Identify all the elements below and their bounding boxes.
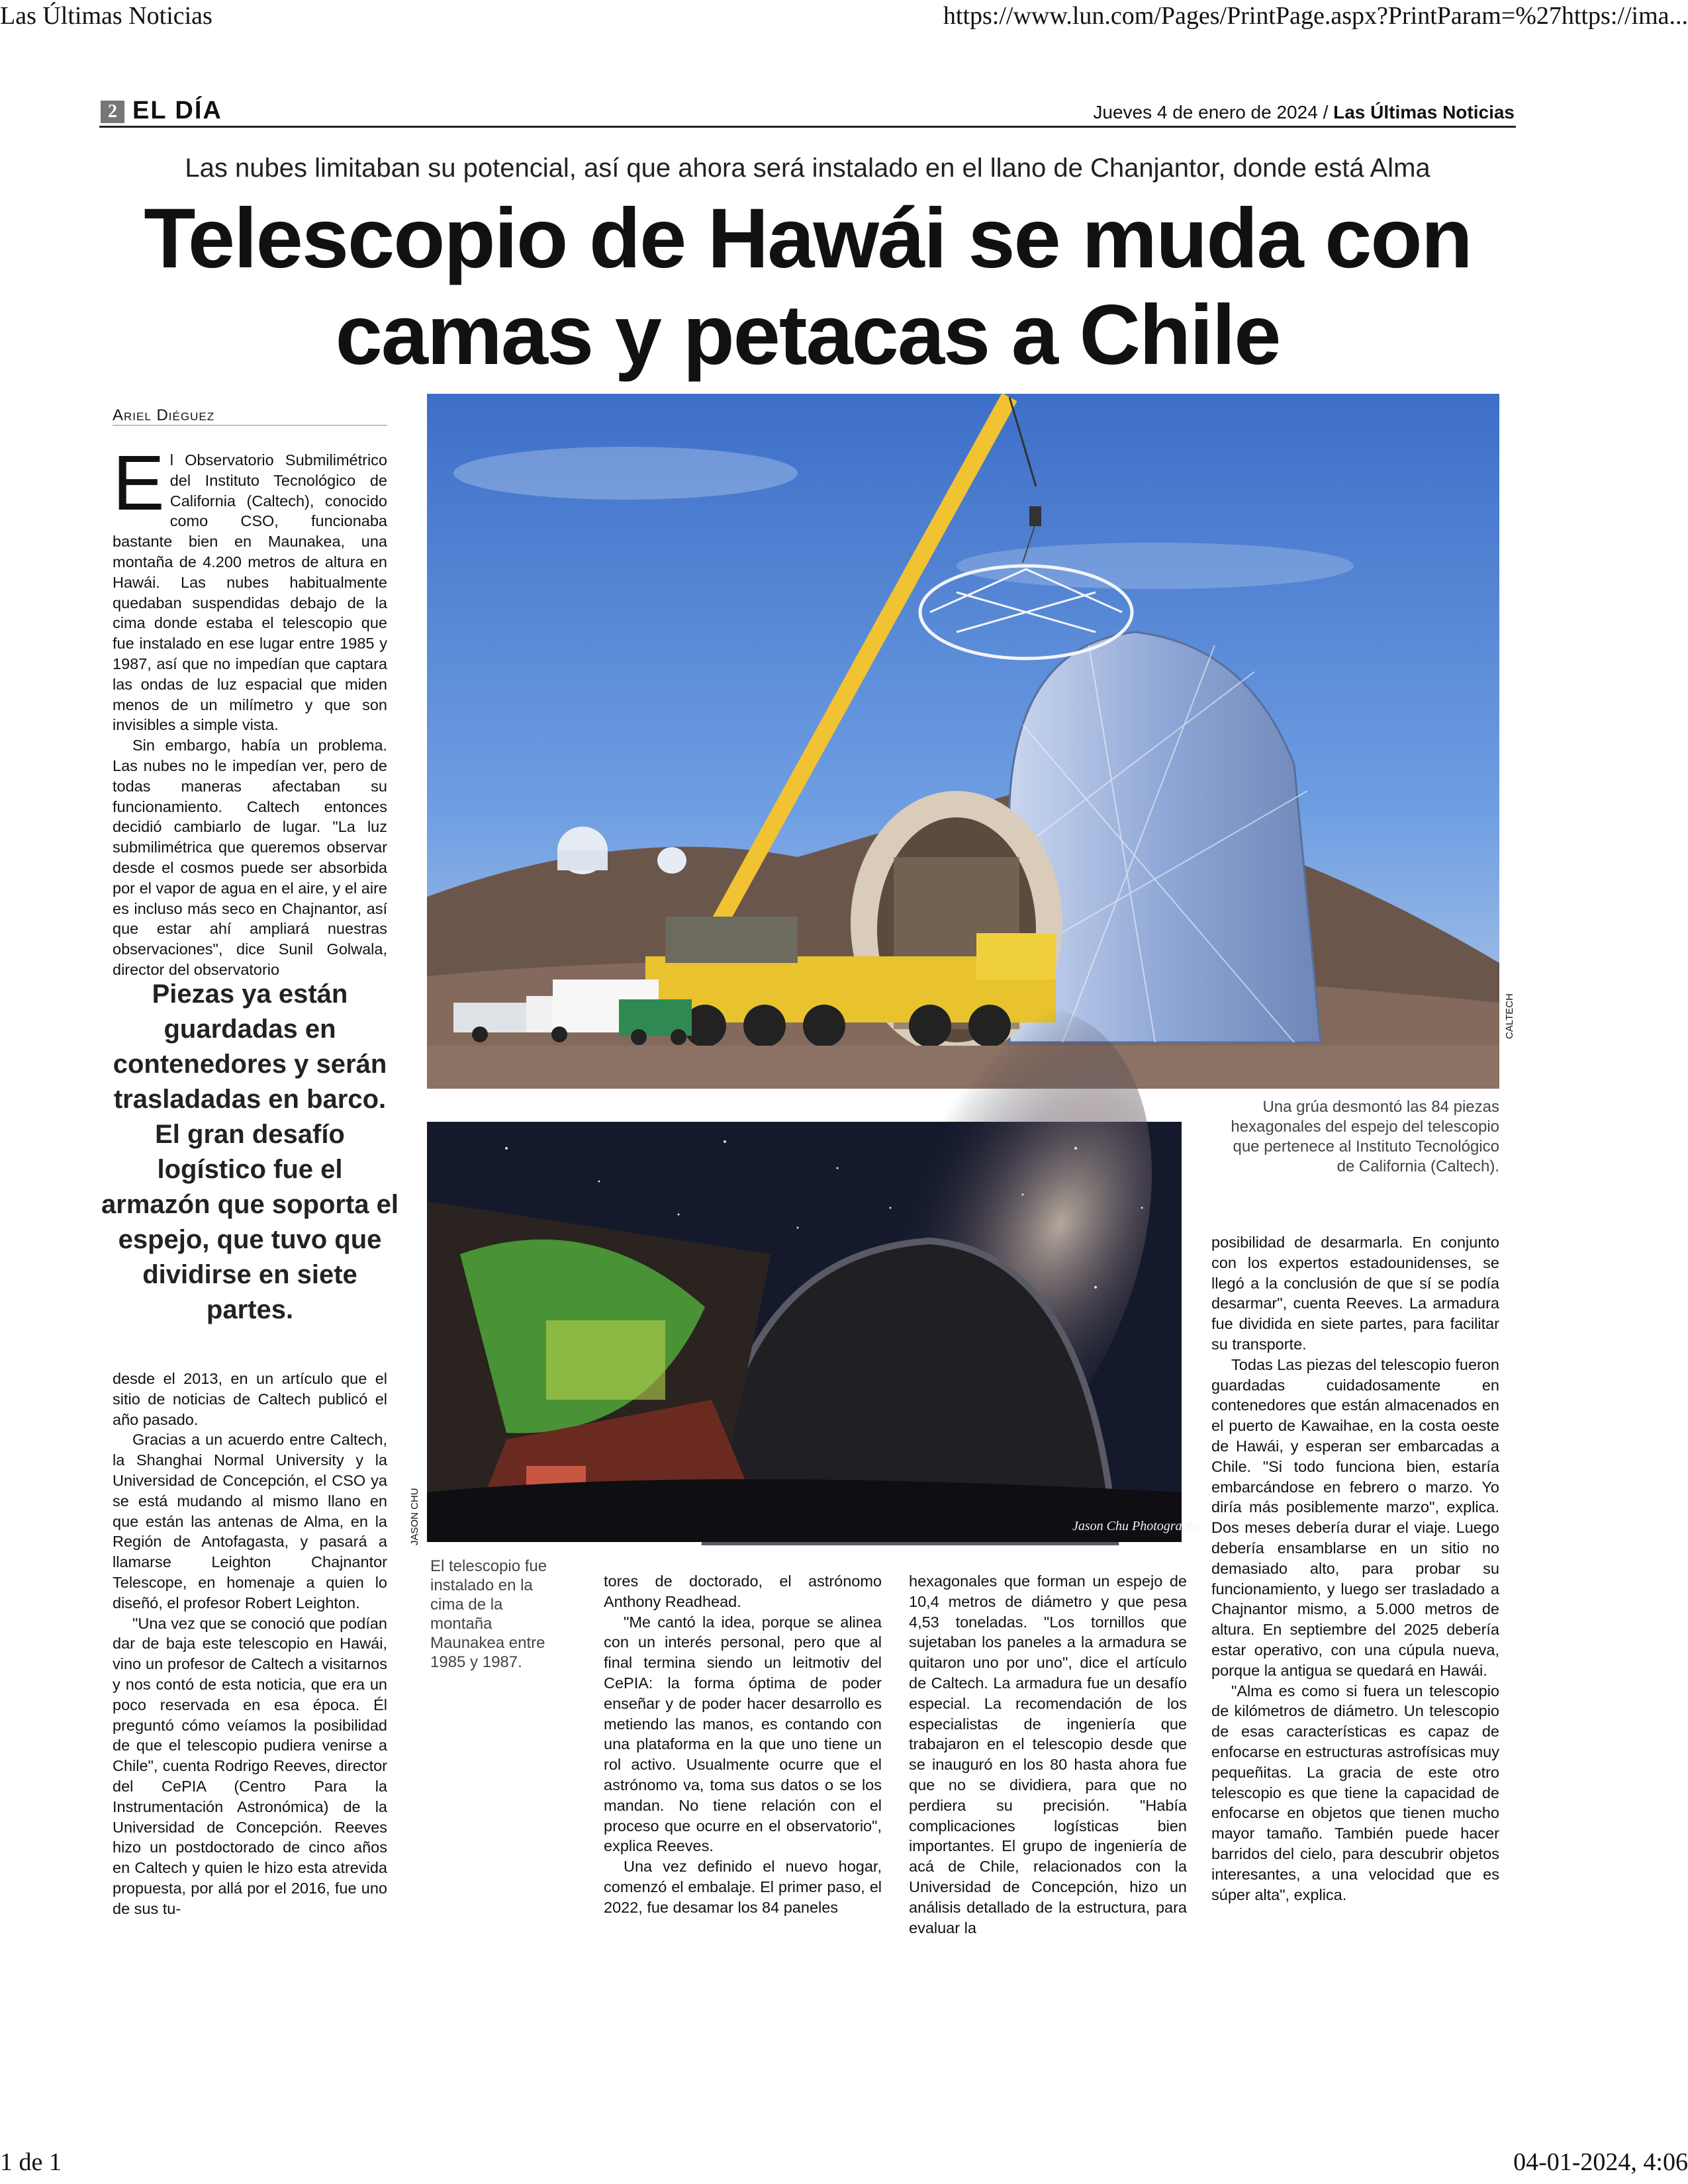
section-name: EL DÍA — [132, 97, 222, 124]
paragraph: posibilidad de desarmarla. En conjunto con los expertos estadounidenses, se llegó a la conclusión de que sí se podía desarmar", cuenta Reeves. La armadura fue dividida en siete partes, para facilitar su transporte. — [1211, 1234, 1499, 1353]
paragraph: Gracias a un acuerdo entre Caltech, la Shanghai Normal University y la Universidad de Concepción, el CSO ya se está mudando al mismo llano en que están las antenas de Alma, en la Región de Antofagasta, y pasará a llamarse Leighton Chajnantor Telescope, en homenaje a quien lo diseñó, el profesor Robert Leighton. — [113, 1431, 387, 1612]
dropcap: E — [113, 439, 165, 527]
page-count: 1 de 1 — [0, 2148, 62, 2176]
paragraph: tores de doctorado, el astrónomo Anthony Readhead. — [604, 1572, 882, 1610]
newspaper-name: Las Últimas Noticias — [1333, 102, 1515, 122]
photographer-signature: Jason Chu Photography — [1072, 1519, 1201, 1533]
night-photo-caption: El telescopio fue instalado en la cima de la montaña Maunakea entre 1985 y 1987. — [430, 1557, 547, 1671]
byline-rule — [113, 425, 387, 426]
paragraph: Sin embargo, había un problema. Las nubes no le impedían ver, pero de todas maneras afectaban su funcionamiento. Caltech entonces decidió cambiarlo de lugar. "La luz submilimétrica que queremos observar desde el cosmos puede ser absorbida por el vapor de agua en el aire, y el aire es incluso más seco en Chajnantor, así que estar ahí ampliará nuestras observaciones", dice Sunil Golwala, director del observatorio — [113, 737, 387, 978]
main-photo-caption: Una grúa desmontó las 84 piezas hexagonales del espejo del telescopio que pertenece al Instituto Tecnológico de California (Caltech). — [1231, 1098, 1499, 1175]
night-photo-credit: JASON CHU — [409, 1488, 420, 1545]
paragraph: hexagonales que forman un espejo de 10,4 metros de diámetro y que pesa 4,53 toneladas. "Los tornillos que sujetaban los paneles a la armadura se quitaron uno por uno", dice el artículo de Caltech. La armadura fue un desafío especial. La recomendación de los especialistas de ingeniería que trabajaron en el telescopio desde que se inauguró en los 80 hasta ahora fue que no se dividiera, para que no perdiera su precisión. "Había complicaciones logísticas bien importantes. El grupo de ingeniería de acá de Chile, relacionados con la Universidad de Concepción, hizo un análisis detallado de la estructura, para evaluar la — [909, 1572, 1187, 1936]
date-separator: / — [1323, 102, 1329, 122]
print-timestamp: 04-01-2024, 4:06 — [1513, 2148, 1688, 2176]
issue-date: Jueves 4 de enero de 2024 — [1093, 102, 1318, 122]
telescope-night-photo — [427, 1122, 1182, 1542]
byline: Ariel Diéguez — [113, 406, 215, 424]
main-photo-credit: CALTECH — [1504, 993, 1515, 1039]
paragraph: Todas Las piezas del telescopio fueron guardadas cuidadosamente en contenedores que están almacenados en el puerto de Kawaihae, en la costa oeste de Hawái, y esperan ser embarcadas a Chile. "Si todo funciona bien, estaría embarcándose en febrero o marzo. Yo diría más posiblemente marzo", explica. Dos meses debería durar el viaje. Luego debería ensamblarse en un sitio no demasiado alto, para probar su funcionamiento, y luego ser trasladado a Chajnantor mismo, a 5.000 metros de altura. En septiembre del 2025 debería estar operativo, con una cúpula nueva, porque la antigua se quedará en Hawái. — [1211, 1355, 1499, 1679]
article-column-3 — [909, 1571, 1187, 1936]
article-column-2 — [604, 1571, 882, 1915]
paragraph — [113, 439, 387, 735]
pull-quote: Piezas ya están guardadas en contenedores y serán trasladadas en barco. El gran desafío logístico fue el armazón que soporta el espejo, que tuvo que dividirse en siete partes. — [101, 979, 399, 1324]
header-rule — [99, 126, 1516, 128]
print-title: Las Últimas Noticias — [0, 2, 212, 30]
article-column-1-top — [113, 439, 387, 978]
paragraph: "Me cantó la idea, porque se alinea con un interés personal, pero que al final termina siendo un leitmotiv del CePIA: la forma óptima de poder enseñar y de poder hacer desarrollo es metiendo las manos, es contando con una plataforma en la que uno tiene un rol activo. Usualmente ocurre que el astrónomo va, toma sus datos o se los mandan. No tiene relación con el proceso que ocurre en el observatorio", explica Reeves. — [604, 1613, 882, 1855]
kicker: Las nubes limitaban su potencial, así que ahora será instalado en el llano de Chanjantor, donde está Alma — [185, 154, 1430, 183]
headline-line-1: Telescopio de Hawái se muda con — [144, 191, 1472, 286]
paragraph: desde el 2013, en un artículo que el sitio de noticias de Caltech publicó el año pasado. — [113, 1370, 387, 1428]
paragraph-text: l Observatorio Submilimétrico del Instituto Tecnológico de California (Caltech), conocido como CSO, funcionaba bastante bien en Maunakea, una montaña de 4.200 metros de altura en Hawái. Las nubes habitualmente quedaban suspendidas debajo de la cima donde estaba el telescopio que fue instalado en ese lugar entre 1985 y 1987, así que no impedían que captara las ondas de luz espacial que miden menos de un milímetro y que son invisibles a simple vista. — [113, 451, 387, 734]
headline-line-2: camas y petacas a Chile — [335, 288, 1280, 383]
article-column-1-bottom — [113, 1369, 387, 1917]
article-column-4 — [1211, 1232, 1499, 1915]
paragraph: "Una vez que se conoció que podían dar de baja este telescopio en Hawái, vino un profesor de Caltech a visitarnos y nos contó de esta noticia, que era un poco reservada en esa época. Él preguntó cómo veíamos la posibilidad de que el telescopio pudiera venirse a Chile", cuenta Rodrigo Reeves, director del CePIA (Centro Para la Instrumentación Astronómica) de la Universidad de Concepción. Reeves hizo un postdoctorado de cinco años en Caltech y quien le hizo esta atrevida propuesta, por allá por el 2016, fue uno de sus tu- — [113, 1614, 387, 1917]
headline — [99, 191, 1516, 384]
paragraph: Una vez definido el nuevo hogar, comenzó el embalaje. El primer paso, el 2022, fue desamar los 84 paneles — [604, 1858, 882, 1916]
date-line — [1093, 102, 1515, 123]
paragraph: "Alma es como si fuera un telescopio de kilómetros de diámetro. Un telescopio de esas características es capaz de enfocarse en estructuras astrofísicas muy pequeñitas. La gracia de este otro telescopio es que tiene la capacidad de enfocarse en objetos que tienen mucho mayor tamaño. También puede hacer barridos del cielo, para descubrir objetos interesantes, a una velocidad que es súper alta", explica. — [1211, 1682, 1499, 1903]
telescope-crane-photo — [427, 394, 1499, 1089]
print-url: https://www.lun.com/Pages/PrintPage.aspx?PrintParam=%27https://ima... — [943, 2, 1688, 30]
page-number: 2 — [101, 101, 124, 123]
